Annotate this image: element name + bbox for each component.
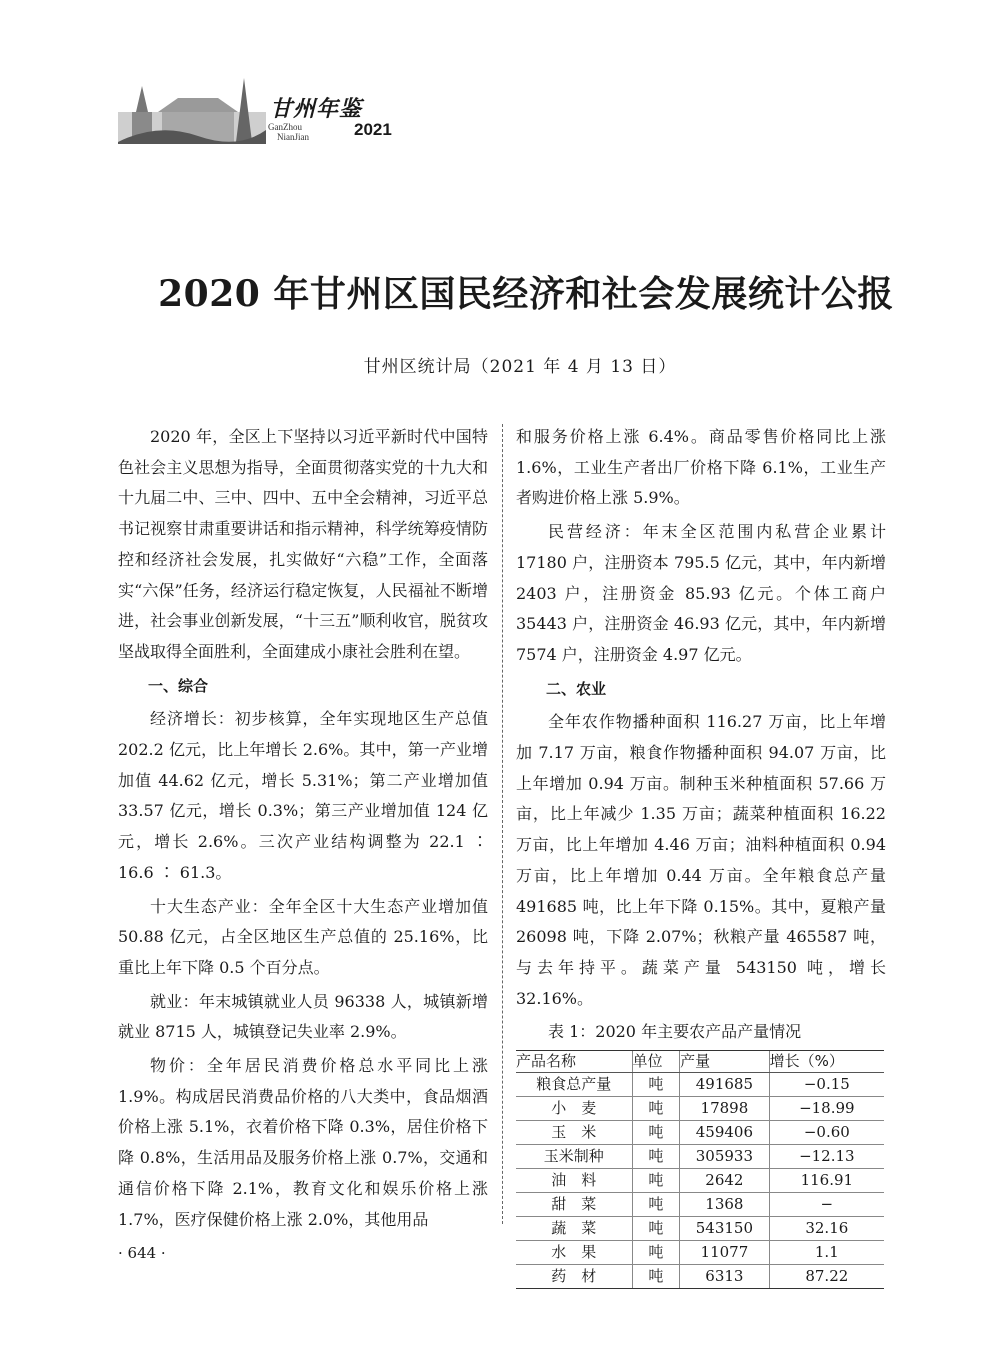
cell-product: 蔬 菜 xyxy=(516,1217,632,1241)
cell-unit: 吨 xyxy=(632,1121,680,1145)
report-subtitle: 甘州区统计局（2021 年 4 月 13 日） xyxy=(363,357,677,377)
cell-unit: 吨 xyxy=(632,1145,680,1169)
column-divider xyxy=(502,424,503,1224)
paragraph-prices-cont: 和服务价格上涨 6.4%。商品零售价格同比上涨 1.6%，工业生产者出厂价格下降 6.1%，工业生产者购进价格上涨 5.9%。 xyxy=(516,427,886,508)
cell-product: 玉 米 xyxy=(516,1121,632,1145)
section-heading-general: 一、综合 xyxy=(148,676,209,695)
cell-product: 玉米制种 xyxy=(516,1145,632,1169)
cell-output: 6313 xyxy=(680,1265,770,1289)
cell-output: 2642 xyxy=(680,1169,770,1193)
header-product: 产品名称 xyxy=(516,1051,632,1073)
paragraph-intro: 2020 年，全区上下坚持以习近平新时代中国特色社会主义思想为指导，全面贯彻落实党的十九大和十九届二中、三中、四中、五中全会精神，习近平总书记视察甘肃重要讲话和指示精神，科学统筹疫情防控和经济社会发展，扎实做好“六稳”工作，全面落实“六保”任务，经济运行稳定恢复，人民福祉不断增进，社会事业创新发展，“十三五”顺利收官，脱贫攻坚战取得全面胜利，全面建成小康社会胜利在望。 xyxy=(118,427,488,661)
table-header-row xyxy=(516,1051,884,1073)
pinyin-line-2: NianJian xyxy=(277,132,309,142)
cell-product: 油 料 xyxy=(516,1169,632,1193)
agri-output-table xyxy=(516,1050,884,1289)
cell-unit: 吨 xyxy=(632,1217,680,1241)
header-growth: 增长（%） xyxy=(769,1051,884,1073)
cell-output: 17898 xyxy=(680,1097,770,1121)
yearbook-brand-pinyin xyxy=(268,122,309,142)
table-row xyxy=(516,1097,884,1121)
cell-product: 药 材 xyxy=(516,1265,632,1289)
cell-output: 543150 xyxy=(680,1217,770,1241)
page-number: · 644 · xyxy=(118,1244,166,1262)
cell-output: 1368 xyxy=(680,1193,770,1217)
header-unit: 单位 xyxy=(632,1051,680,1073)
cell-output: 491685 xyxy=(680,1073,770,1097)
report-title: 2020 年甘州区国民经济和社会发展统计公报 xyxy=(158,273,894,315)
table-row xyxy=(516,1073,884,1097)
cell-unit: 吨 xyxy=(632,1241,680,1265)
section-heading-agriculture: 二、农业 xyxy=(546,679,607,698)
paragraph-economic-growth: 经济增长：初步核算，全年实现地区生产总值 202.2 亿元，比上年增长 2.6%。其中，第一产业增加值 44.62 亿元，增长 5.31%；第二产业增加值 33.57 亿元，增长 0.3%；第三产业增加值 124 亿元，增长 2.6%。三次产业结构调整为 22.1 ∶ 16.6 ∶ 61.3。 xyxy=(118,709,488,882)
cell-unit: 吨 xyxy=(632,1193,680,1217)
cell-growth: 1.1 xyxy=(769,1241,884,1265)
cell-product: 水 果 xyxy=(516,1241,632,1265)
landmark-illustration xyxy=(118,78,268,148)
table-row xyxy=(516,1241,884,1265)
cell-output: 305933 xyxy=(680,1145,770,1169)
left-column xyxy=(118,422,488,1238)
cell-unit: 吨 xyxy=(632,1265,680,1289)
cell-product: 甜 菜 xyxy=(516,1193,632,1217)
table-caption: 表 1：2020 年主要农产品产量情况 xyxy=(548,1022,802,1042)
table-body xyxy=(516,1073,884,1289)
cell-growth: −0.60 xyxy=(769,1121,884,1145)
table-row xyxy=(516,1121,884,1145)
cell-growth: 32.16 xyxy=(769,1217,884,1241)
yearbook-year: 2021 xyxy=(354,120,392,139)
cell-unit: 吨 xyxy=(632,1073,680,1097)
yearbook-header xyxy=(118,78,418,148)
cell-product: 小 麦 xyxy=(516,1097,632,1121)
cell-growth: −18.99 xyxy=(769,1097,884,1121)
pinyin-line-1: GanZhou xyxy=(268,122,302,132)
cell-output: 459406 xyxy=(680,1121,770,1145)
paragraph-prices: 物价：全年居民消费价格总水平同比上涨 1.9%。构成居民消费品价格的八大类中，食品烟酒价格上涨 5.1%，衣着价格下降 0.3%，居住价格下降 0.8%，生活用品及服务价格上涨 0.7%，交通和通信价格下降 2.1%，教育文化和娱乐价格上涨 1.7%，医疗保健价格上涨 2.0%，其他用品 xyxy=(118,1056,488,1229)
cell-growth: 116.91 xyxy=(769,1169,884,1193)
cell-output: 11077 xyxy=(680,1241,770,1265)
table-row xyxy=(516,1265,884,1289)
cell-growth: 87.22 xyxy=(769,1265,884,1289)
table-row xyxy=(516,1145,884,1169)
table-row xyxy=(516,1169,884,1193)
cell-unit: 吨 xyxy=(632,1097,680,1121)
header-output: 产量 xyxy=(680,1051,770,1073)
cell-growth: − xyxy=(769,1193,884,1217)
paragraph-agriculture: 全年农作物播种面积 116.27 万亩，比上年增加 7.17 万亩，粮食作物播种面积 94.07 万亩，比上年增加 0.94 万亩。制种玉米种植面积 57.66 万亩，比上年减少 1.35 万亩；蔬菜种植面积 16.22 万亩，比上年增加 4.46 万亩；油料种植面积 0.94 万亩，比上年增加 0.44 万亩。全年粮食总产量 491685 吨，比上年下降 0.15%。其中，夏粮产量 26098 吨，下降 2.07%；秋粮产量 465587 吨，与去年持平。蔬菜产量 543150 吨，增长 32.16%。 xyxy=(516,712,886,1008)
cell-growth: −12.13 xyxy=(769,1145,884,1169)
cell-growth: −0.15 xyxy=(769,1073,884,1097)
right-column xyxy=(516,422,886,1289)
yearbook-brand: 甘州年鉴 xyxy=(270,96,363,122)
paragraph-eco-industries: 十大生态产业：全年全区十大生态产业增加值 50.88 亿元，占全区地区生产总值的 25.16%，比重比上年下降 0.5 个百分点。 xyxy=(118,896,488,977)
table-row xyxy=(516,1193,884,1217)
table-row xyxy=(516,1217,884,1241)
paragraph-employment: 就业：年末城镇就业人员 96338 人，城镇新增就业 8715 人，城镇登记失业率 2.9%。 xyxy=(118,991,488,1042)
paragraph-private-economy: 民营经济：年末全区范围内私营企业累计 17180 户，注册资本 795.5 亿元，其中，年内新增 2403 户，注册资金 85.93 亿元。个体工商户 35443 户，注册资金 46.93 亿元，其中，年内新增 7574 户，注册资金 4.97 亿元。 xyxy=(516,522,886,664)
cell-product: 粮食总产量 xyxy=(516,1073,632,1097)
cell-unit: 吨 xyxy=(632,1169,680,1193)
